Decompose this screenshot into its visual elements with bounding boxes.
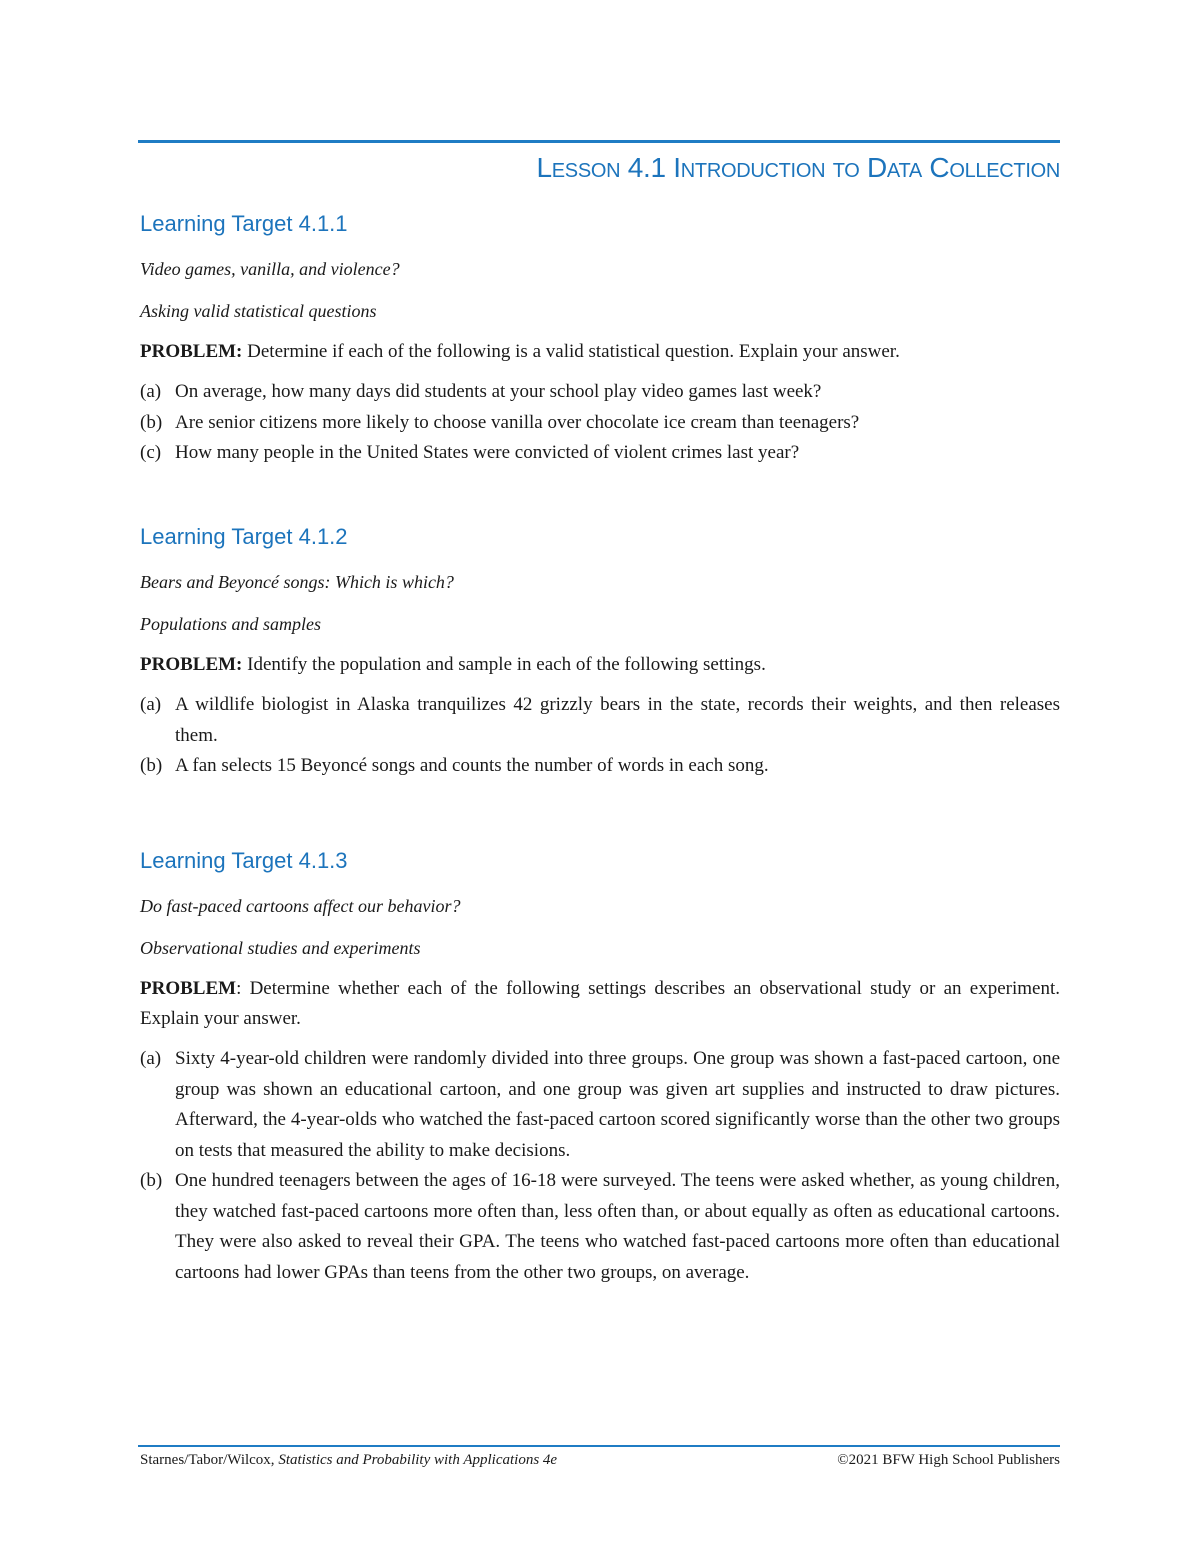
learning-target-section [140, 847, 1060, 1288]
problem-parts [140, 1044, 1060, 1288]
problem-parts [140, 377, 1060, 469]
target-topic: Populations and samples [140, 614, 322, 634]
target-subtitle: Bears and Beyoncé songs: Which is which? [140, 572, 454, 592]
part-text: Sixty 4-year-old children were randomly divided into three groups. One group was shown a fast-paced cartoon, one group was shown an educational cartoon, and one group was given art supplies and instructed to draw pictures. Afterward, the 4-year-olds who watched the fast-paced cartoon scored significantly worse than the other two groups on tests that measured the ability to make decisions. [175, 1048, 1060, 1161]
footer-rule [138, 1445, 1060, 1447]
part-text: On average, how many days did students at your school play video games last week? [175, 381, 822, 402]
footer-copyright: ©2021 BFW High School Publishers [837, 1452, 1060, 1468]
problem-parts [140, 690, 1060, 782]
footer-authors: Starnes/Tabor/Wilcox, [140, 1452, 279, 1468]
problem-part [140, 408, 1060, 439]
problem-statement [140, 974, 1060, 1034]
part-text: Are senior citizens more likely to choose vanilla over chocolate ice cream than teenagers? [175, 411, 860, 433]
problem-label: PROBLEM: [140, 654, 243, 675]
part-letter: (b) [140, 755, 163, 776]
problem-label: PROBLEM [140, 978, 237, 999]
part-letter: (c) [140, 442, 162, 463]
part-text: How many people in the United States were convicted of violent crimes last year? [175, 442, 800, 463]
part-text: One hundred teenagers between the ages of 16-18 were surveyed. The teens were asked whether, as young children, they watched fast-paced cartoons more often than, less often than, or about equally as often as educational cartoons. They were also asked to reveal their GPA. The teens who watched fast-paced cartoons more often than educational cartoons had lower GPAs than teens from the other two groups, on average. [175, 1170, 1060, 1283]
target-subtitle: Do fast-paced cartoons affect our behavior? [140, 896, 461, 916]
footer-book-title: Statistics and Probability with Applications 4e [278, 1452, 558, 1468]
problem-part [140, 438, 1060, 469]
target-topic: Observational studies and experiments [140, 938, 421, 958]
problem-statement [140, 650, 1060, 680]
problem-statement [140, 337, 1060, 367]
part-letter: (a) [140, 1048, 162, 1069]
learning-target-heading: Learning Target 4.1.2 [140, 524, 348, 549]
problem-part [140, 690, 1060, 751]
footer-citation [140, 1450, 557, 1470]
part-letter: (a) [140, 381, 162, 402]
learning-target-heading: Learning Target 4.1.1 [140, 211, 348, 236]
problem-part [140, 377, 1060, 408]
learning-target-section [140, 523, 1060, 782]
problem-label: PROBLEM: [140, 341, 243, 362]
header-rule [138, 140, 1060, 143]
problem-text: Identify the population and sample in each of the following settings. [242, 654, 766, 675]
part-letter: (b) [140, 1170, 163, 1191]
problem-part [140, 1044, 1060, 1166]
target-topic: Asking valid statistical questions [140, 301, 377, 321]
part-letter: (a) [140, 694, 162, 715]
lesson-title: Lesson 4.1 Introduction to Data Collection [536, 152, 1060, 183]
problem-part [140, 751, 1060, 782]
learning-target-heading: Learning Target 4.1.3 [140, 848, 348, 873]
part-text: A fan selects 15 Beyoncé songs and counts the number of words in each song. [175, 755, 769, 776]
problem-text: : Determine whether each of the following settings describes an observational study or an experiment. Explain your answer. [140, 978, 1060, 1029]
target-subtitle: Video games, vanilla, and violence? [140, 259, 400, 279]
problem-text: Determine if each of the following is a valid statistical question. Explain your answer. [242, 341, 900, 362]
part-text: A wildlife biologist in Alaska tranquilizes 42 grizzly bears in the state, records their weights, and then releases them. [175, 694, 1060, 746]
part-letter: (b) [140, 411, 163, 433]
learning-target-section [140, 210, 1060, 469]
problem-part [140, 1166, 1060, 1288]
